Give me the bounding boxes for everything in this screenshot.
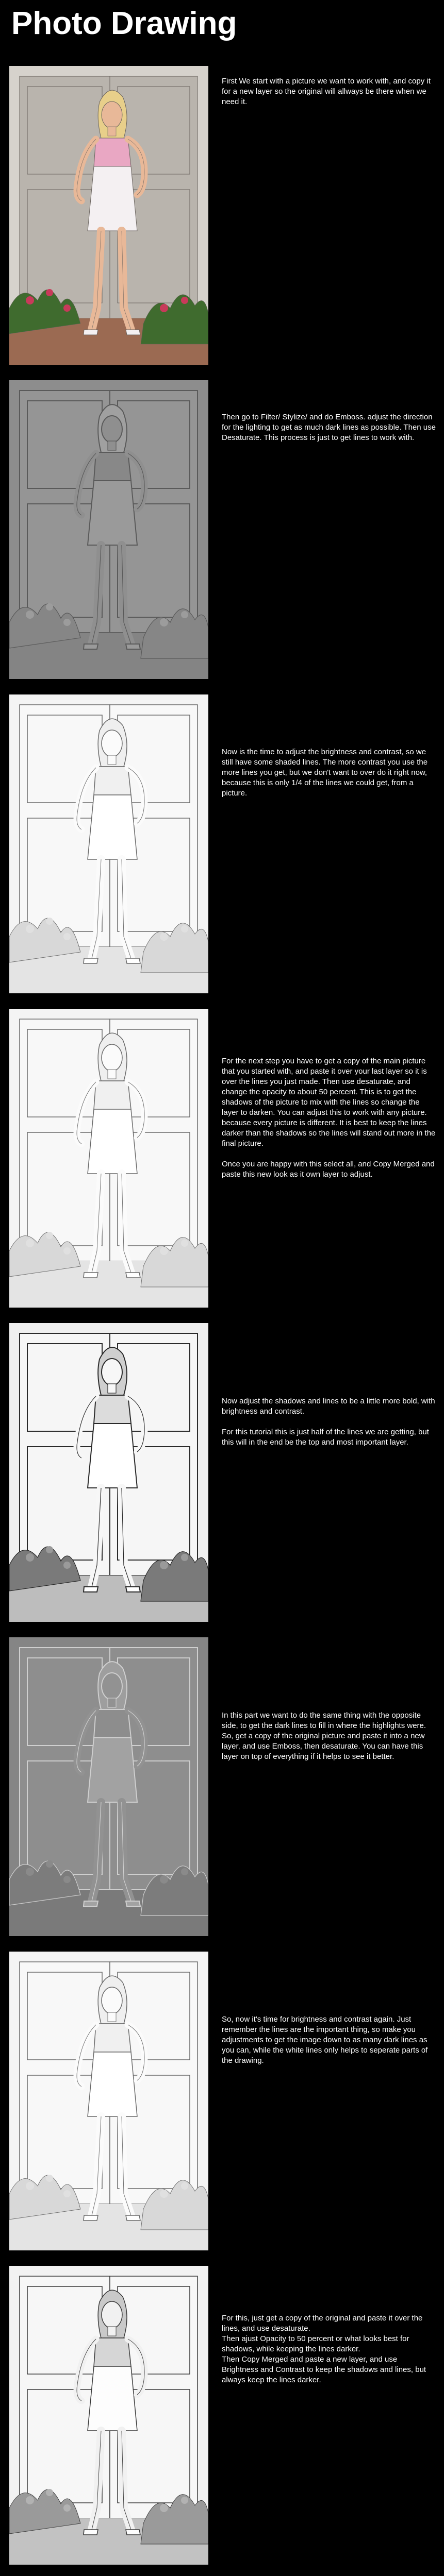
doorway-portrait-image xyxy=(9,2266,208,2565)
doorway-portrait-image xyxy=(9,1637,208,1936)
doorway-portrait-image xyxy=(9,1009,208,1308)
step-text: Now adjust the shadows and lines to be a little more bold, with brightness and contrast. For this tutorial this is just half of the lines we are getting, but this will in the end be the top and most important layer. xyxy=(222,1397,435,1447)
step-text: Now is the time to adjust the brightness and contrast, so we still have some shaded lines. The more contrast you use the more lines you get, but we don't want to over do it right now, because this is only 1/4 of the lines we could get, from a picture. xyxy=(222,748,430,798)
step-photo xyxy=(9,2266,208,2565)
doorway-portrait-image xyxy=(9,694,208,993)
step-photo xyxy=(9,1323,208,1622)
step-photo xyxy=(9,1637,208,1936)
step-text: Then go to Filter/ Stylize/ and do Emboss. adjust the direction for the lighting to get as much dark lines as possible. Then use Desaturate. This process is just to get lines to work with. xyxy=(222,413,438,442)
doorway-portrait-image xyxy=(9,66,208,365)
step-text: For the next step you have to get a copy of the main picture that you started with, and paste it over your last layer so it is over the lines you just made. Then use desaturate, and change the opacity to about 50 percent. This is to get the shadows of the picture to mix with the lines so change the layer to darken. You can adjust this to work with any picture. because every picture is different. It is best to keep the lines darker than the shadows so the lines will stand out more in the final picture. Once you are happy with this select all, and Copy Merged and paste this new look as it own layer to adjust. xyxy=(222,1057,436,1179)
step-3 xyxy=(0,690,444,997)
page-title: Photo Drawing xyxy=(11,6,237,41)
step-photo xyxy=(9,380,208,679)
doorway-portrait-image xyxy=(9,1323,208,1622)
step-photo xyxy=(9,1952,208,2250)
step-4 xyxy=(0,1005,444,1312)
step-text: For this, just get a copy of the original and paste it over the lines, and use desaturate. Then ajust Opacity to 50 percent or what looks best for shadows, while keeping the lines darker. Then Copy Merged and paste a new layer, and use Brightness and Contrast to keep the shadows and lines, but always keep the lines darker. xyxy=(222,2314,426,2384)
step-2 xyxy=(0,376,444,683)
step-photo xyxy=(9,1009,208,1308)
step-1 xyxy=(0,62,444,369)
step-7 xyxy=(0,1947,444,2255)
step-photo xyxy=(9,66,208,365)
step-photo xyxy=(9,694,208,993)
step-6 xyxy=(0,1633,444,1940)
step-text: So, now it's time for brightness and contrast again. Just remember the lines are the important thing, so make you adjustments to get the image down to as many dark lines as you can, while the white lines only helps to seperate parts of the drawing. xyxy=(222,2015,430,2065)
step-text: In this part we want to do the same thing with the opposite side, to get the dark lines to fill in where the highlights were. So, get a copy of the original picture and paste it into a new layer, and use Emboss, then desaturate. You can have this layer on top of everything if it helps to see it better. xyxy=(222,1711,426,1761)
step-text: First We start with a picture we want to work with, and copy it for a new layer so the original will allways be there when we need it. xyxy=(222,77,433,106)
doorway-portrait-image xyxy=(9,380,208,679)
step-8 xyxy=(0,2262,444,2569)
step-5 xyxy=(0,1319,444,1626)
doorway-portrait-image xyxy=(9,1952,208,2250)
